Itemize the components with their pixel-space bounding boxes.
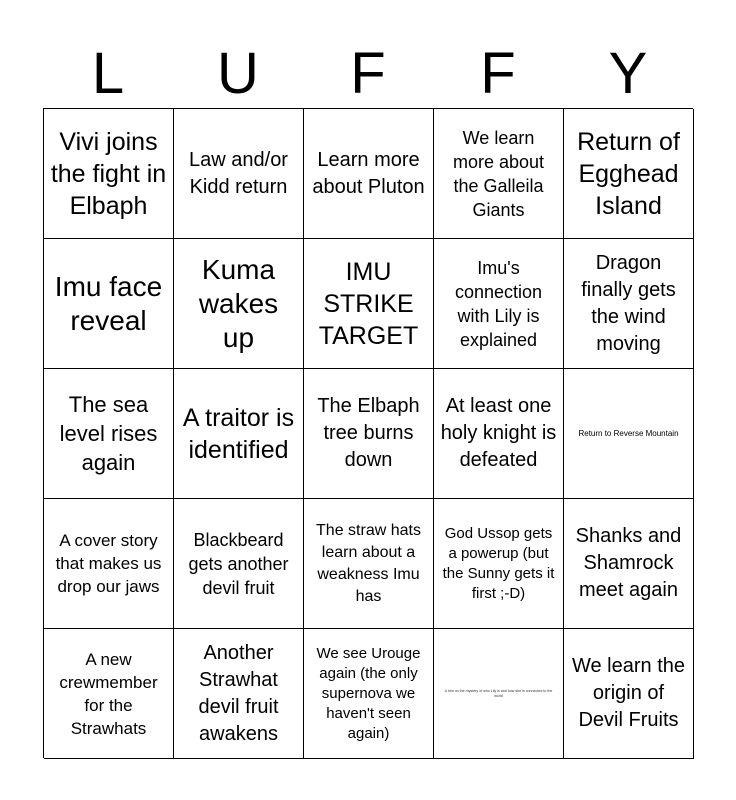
bingo-cell-10[interactable]: Dragon finally gets the wind moving: [564, 239, 694, 369]
bingo-cell-14[interactable]: At least one holy knight is defeated: [434, 369, 564, 499]
bingo-cell-16[interactable]: A cover story that makes us drop our jaws: [44, 499, 174, 629]
bingo-cell-13[interactable]: The Elbaph tree burns down: [304, 369, 434, 499]
bingo-cell-7[interactable]: Kuma wakes up: [174, 239, 304, 369]
bingo-cell-8[interactable]: IMU STRIKE TARGET: [304, 239, 434, 369]
bingo-cell-5[interactable]: Return of Egghead Island: [564, 109, 694, 239]
bingo-grid: [43, 108, 693, 758]
header-letter-y: Y: [608, 41, 648, 106]
bingo-header: [43, 40, 693, 108]
header-letter-l: L: [91, 41, 125, 106]
bingo-cell-1[interactable]: Vivi joins the fight in Elbaph: [44, 109, 174, 239]
bingo-cell-4[interactable]: We learn more about the Galleila Giants: [434, 109, 564, 239]
header-letter-f: F: [350, 41, 386, 106]
bingo-cell-24[interactable]: A hint on the mystery of who Lily is and how she is connected to the world: [434, 629, 564, 759]
bingo-cell-23[interactable]: We see Urouge again (the only supernova we haven't seen again): [304, 629, 434, 759]
bingo-cell-20[interactable]: Shanks and Shamrock meet again: [564, 499, 694, 629]
bingo-cell-6[interactable]: Imu face reveal: [44, 239, 174, 369]
bingo-cell-2[interactable]: Law and/or Kidd return: [174, 109, 304, 239]
bingo-cell-22[interactable]: Another Strawhat devil fruit awakens: [174, 629, 304, 759]
bingo-cell-9[interactable]: Imu's connection with Lily is explained: [434, 239, 564, 369]
bingo-cell-18[interactable]: The straw hats learn about a weakness Imu has: [304, 499, 434, 629]
bingo-cell-21[interactable]: A new crewmember for the Strawhats: [44, 629, 174, 759]
bingo-cell-19[interactable]: God Ussop gets a powerup (but the Sunny gets it first ;-D): [434, 499, 564, 629]
bingo-cell-17[interactable]: Blackbeard gets another devil fruit: [174, 499, 304, 629]
bingo-cell-15[interactable]: Return to Reverse Mountain: [564, 369, 694, 499]
header-letter-u: U: [217, 41, 259, 106]
bingo-cell-25[interactable]: We learn the origin of Devil Fruits: [564, 629, 694, 759]
bingo-cell-3[interactable]: Learn more about Pluton: [304, 109, 434, 239]
bingo-cell-12[interactable]: A traitor is identified: [174, 369, 304, 499]
bingo-cell-11[interactable]: The sea level rises again: [44, 369, 174, 499]
header-letter-f-2: F: [480, 41, 516, 106]
